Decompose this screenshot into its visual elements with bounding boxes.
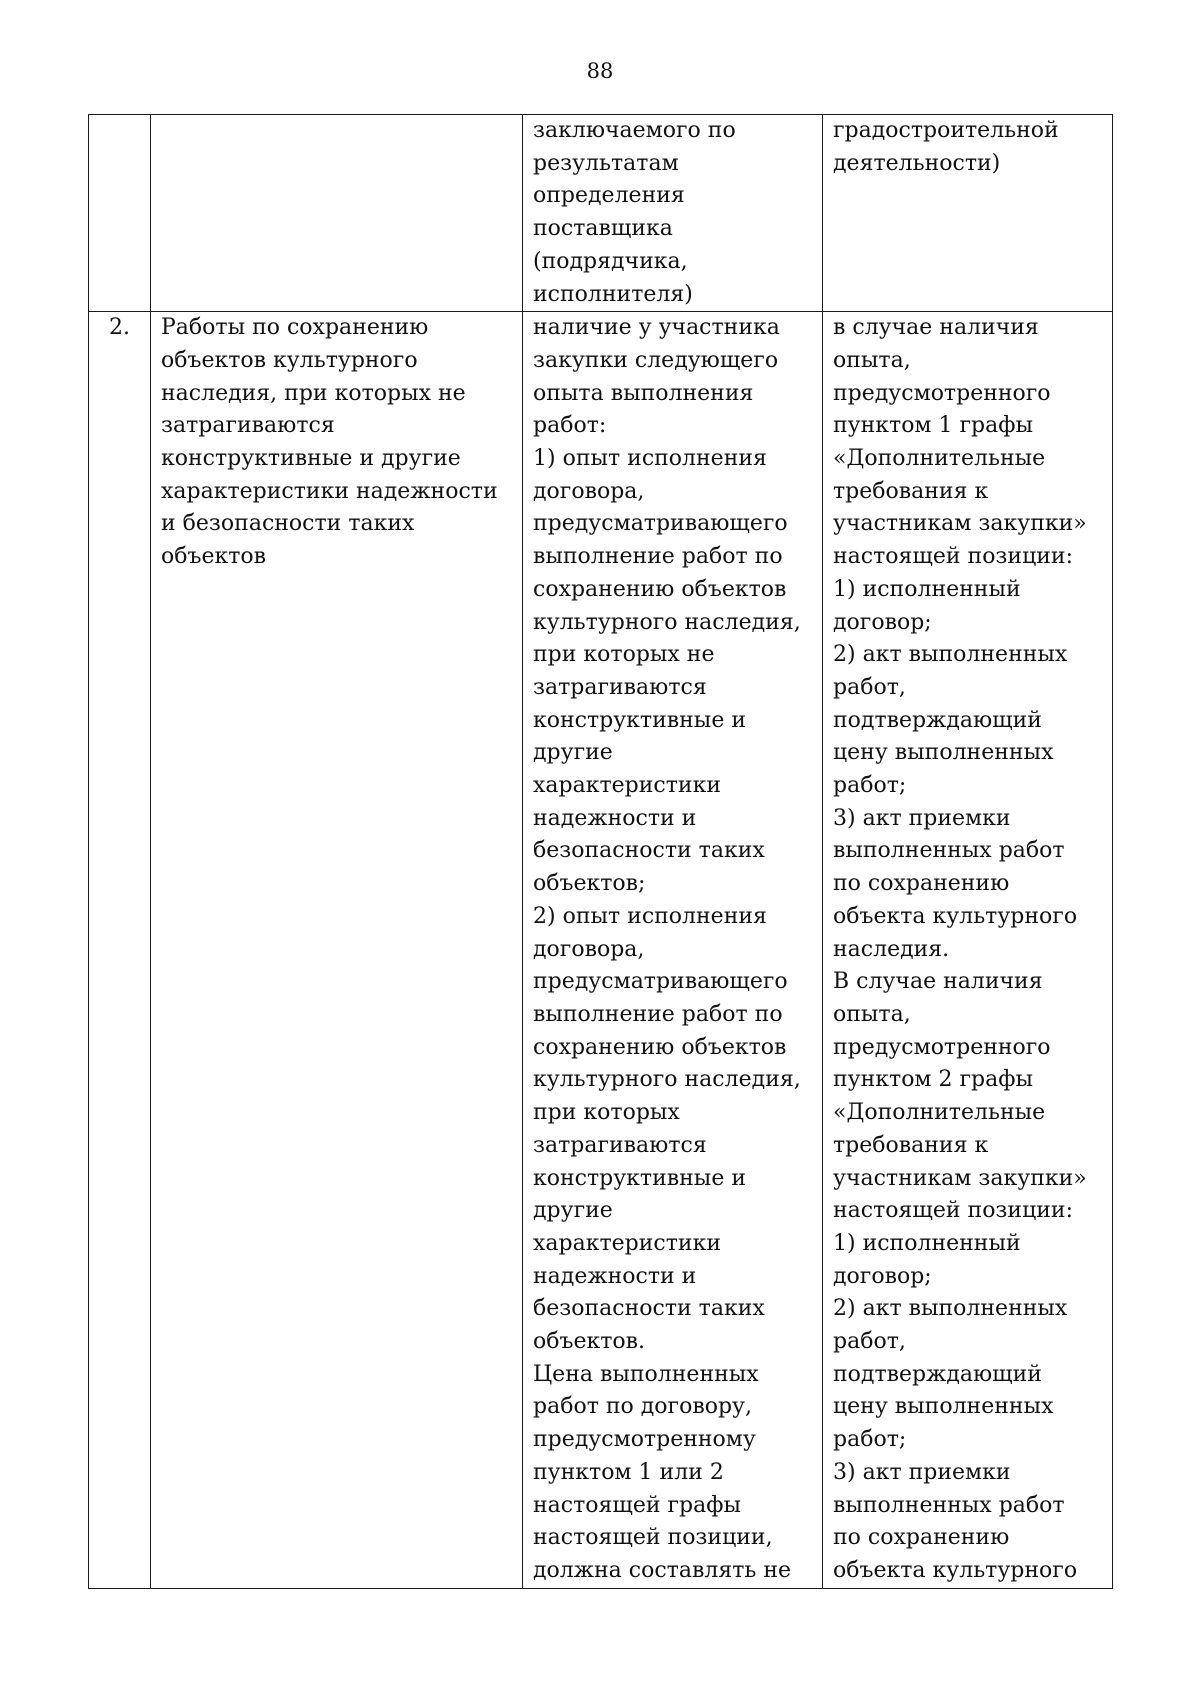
text-line: работ, bbox=[833, 674, 906, 700]
requirements-table bbox=[88, 114, 1113, 1589]
text-line: надежности и bbox=[533, 805, 697, 831]
text-line: предусмотренного bbox=[833, 380, 1051, 406]
text-line: «Дополнительные bbox=[833, 1100, 1046, 1126]
text-line: предусматривающего bbox=[533, 969, 788, 995]
text-line: работ; bbox=[833, 1427, 907, 1453]
text-line: другие bbox=[533, 740, 613, 766]
text-line: предусмотренному bbox=[533, 1427, 756, 1453]
work-type-cell bbox=[151, 115, 523, 312]
text-line: работ; bbox=[833, 773, 907, 799]
text-line: (подрядчика, bbox=[533, 248, 688, 274]
text-line: по сохранению bbox=[833, 1525, 1010, 1551]
text-line: настоящей графы bbox=[533, 1492, 741, 1518]
table-row bbox=[89, 312, 1113, 1588]
table-row bbox=[89, 115, 1113, 312]
text-line: наследия. bbox=[833, 936, 950, 962]
text-line: сохранению объектов bbox=[533, 1034, 787, 1060]
text-line: и безопасности таких bbox=[161, 511, 415, 537]
text-line: объектов культурного bbox=[161, 347, 418, 373]
text-line: 1) опыт исполнения bbox=[533, 446, 767, 472]
text-line: объекта культурного bbox=[833, 903, 1078, 929]
row-number-cell: 2. bbox=[89, 312, 151, 1588]
text-line: характеристики bbox=[533, 1230, 721, 1256]
text-line: 2) опыт исполнения bbox=[533, 903, 767, 929]
text-line: выполнение работ по bbox=[533, 1001, 783, 1027]
text-line: 1) исполненный bbox=[833, 1230, 1021, 1256]
text-line: работ: bbox=[533, 413, 607, 439]
text-line: заключаемого по bbox=[533, 118, 736, 143]
text-line: настоящей позиции: bbox=[833, 1198, 1073, 1224]
text-line: культурного наследия, bbox=[533, 1067, 801, 1093]
text-line: затрагиваются bbox=[161, 413, 335, 439]
text-line: цену выполненных bbox=[833, 1394, 1054, 1420]
text-line: определения bbox=[533, 183, 685, 209]
page-number: 88 bbox=[586, 59, 614, 83]
text-line: выполненных работ bbox=[833, 838, 1065, 864]
text-line: подтверждающий bbox=[833, 1361, 1042, 1387]
text-line: работ по договору, bbox=[533, 1394, 752, 1420]
text-line: опыта выполнения bbox=[533, 380, 754, 406]
text-line: подтверждающий bbox=[833, 707, 1042, 733]
text-line: опыта, bbox=[833, 1001, 911, 1027]
documents-cell bbox=[823, 312, 1113, 1588]
text-line: цену выполненных bbox=[833, 740, 1054, 766]
text-line: договор; bbox=[833, 609, 932, 635]
text-line: сохранению объектов bbox=[533, 576, 787, 602]
text-line: объектов; bbox=[533, 871, 646, 897]
text-line: при которых не bbox=[533, 642, 715, 668]
text-line: предусматривающего bbox=[533, 511, 788, 537]
text-line: предусмотренного bbox=[833, 1034, 1051, 1060]
text-line: безопасности таких bbox=[533, 1296, 765, 1322]
text-line: градостроительной bbox=[833, 118, 1059, 143]
text-line: опыта, bbox=[833, 347, 911, 373]
text-line: 1) исполненный bbox=[833, 576, 1021, 602]
text-line: объектов. bbox=[533, 1329, 646, 1355]
text-line: пунктом 1 графы bbox=[833, 413, 1033, 439]
text-line: настоящей позиции: bbox=[833, 544, 1073, 570]
text-line: 2) акт выполненных bbox=[833, 642, 1068, 668]
text-line: исполнителя) bbox=[533, 281, 693, 307]
text-line: требования к bbox=[833, 478, 989, 504]
text-line: характеристики надежности bbox=[161, 478, 498, 504]
text-line: деятельности) bbox=[833, 150, 1001, 176]
text-line: Цена выполненных bbox=[533, 1361, 759, 1387]
text-line: должна составлять не bbox=[533, 1557, 792, 1583]
text-line: наследия, при которых не bbox=[161, 380, 466, 406]
text-line: выполненных работ bbox=[833, 1492, 1065, 1518]
text-line: по сохранению bbox=[833, 871, 1010, 897]
text-line: при которых bbox=[533, 1100, 680, 1126]
text-line: пунктом 1 или 2 bbox=[533, 1459, 724, 1485]
text-line: объекта культурного bbox=[833, 1557, 1078, 1583]
text-line: 3) акт приемки bbox=[833, 1459, 1011, 1485]
text-line: пунктом 2 графы bbox=[833, 1067, 1033, 1093]
text-line: работ, bbox=[833, 1329, 906, 1355]
text-line: поставщика bbox=[533, 216, 673, 242]
text-line: В случае наличия bbox=[833, 969, 1043, 995]
text-line: договора, bbox=[533, 936, 645, 962]
text-line: требования к bbox=[833, 1132, 989, 1158]
work-type-cell bbox=[151, 312, 523, 1588]
text-line: настоящей позиции, bbox=[533, 1525, 773, 1551]
text-line: «Дополнительные bbox=[833, 446, 1046, 472]
text-line: конструктивные и bbox=[533, 1165, 746, 1191]
text-line: объектов bbox=[161, 544, 267, 570]
text-line: характеристики bbox=[533, 773, 721, 799]
text-line: в случае наличия bbox=[833, 315, 1039, 341]
text-line: 2) акт выполненных bbox=[833, 1296, 1068, 1322]
requirement-cell bbox=[523, 312, 823, 1588]
text-line: безопасности таких bbox=[533, 838, 765, 864]
text-line: затрагиваются bbox=[533, 674, 707, 700]
text-line: затрагиваются bbox=[533, 1132, 707, 1158]
text-line: договора, bbox=[533, 478, 645, 504]
text-line: надежности и bbox=[533, 1263, 697, 1289]
text-line: Работы по сохранению bbox=[161, 315, 429, 341]
requirement-cell bbox=[523, 115, 823, 312]
text-line: результатам bbox=[533, 150, 679, 176]
text-line: выполнение работ по bbox=[533, 544, 783, 570]
text-line: участникам закупки» bbox=[833, 1165, 1087, 1191]
row-number-cell bbox=[89, 115, 151, 312]
text-line: договор; bbox=[833, 1263, 932, 1289]
text-line: закупки следующего bbox=[533, 347, 779, 373]
text-line: наличие у участника bbox=[533, 315, 780, 341]
text-line: участникам закупки» bbox=[833, 511, 1087, 537]
documents-cell bbox=[823, 115, 1113, 312]
text-line: конструктивные и bbox=[533, 707, 746, 733]
text-line: конструктивные и другие bbox=[161, 446, 461, 472]
text-line: культурного наследия, bbox=[533, 609, 801, 635]
text-line: другие bbox=[533, 1198, 613, 1224]
text-line: 3) акт приемки bbox=[833, 805, 1011, 831]
